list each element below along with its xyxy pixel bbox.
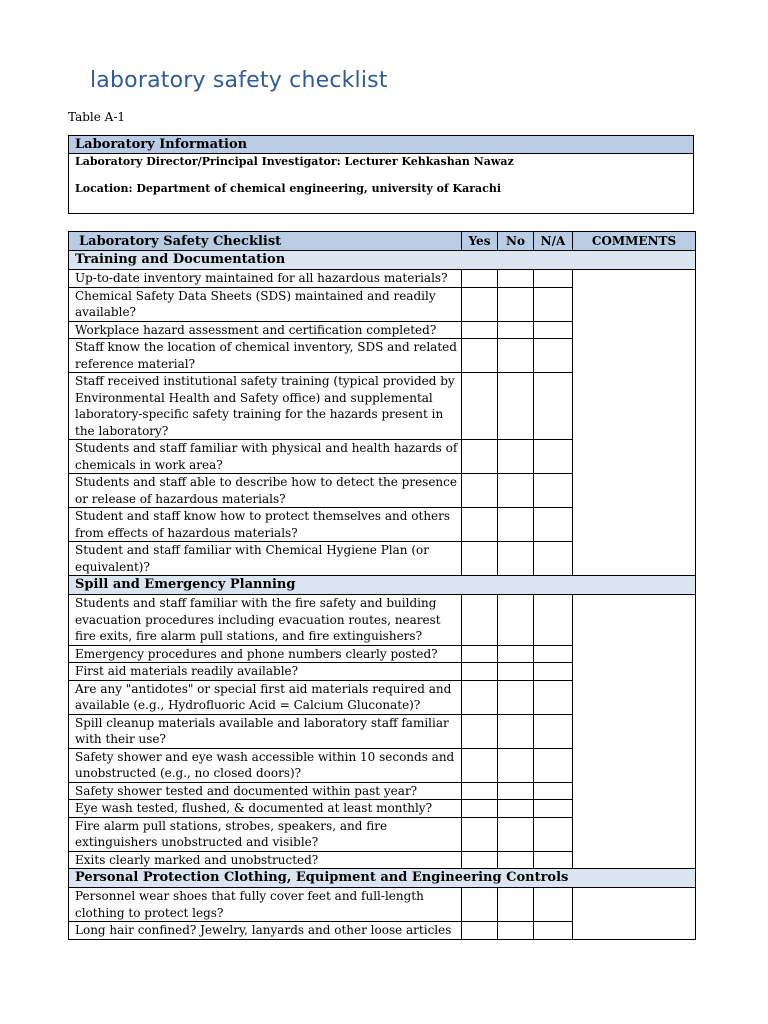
safety-checklist-table [68, 231, 696, 940]
checklist-item-text: Spill cleanup materials available and laboratory staff familiar with their use? [69, 714, 462, 748]
yes-cell[interactable] [462, 817, 498, 851]
na-cell[interactable] [534, 645, 573, 663]
yes-cell[interactable] [462, 922, 498, 940]
checklist-item-text: Workplace hazard assessment and certification completed? [69, 321, 462, 339]
na-cell[interactable] [534, 800, 573, 818]
na-cell[interactable] [534, 440, 573, 474]
laboratory-info-box [68, 135, 694, 214]
no-cell[interactable] [498, 680, 534, 714]
checklist-row [69, 888, 696, 922]
no-cell[interactable] [498, 474, 534, 508]
yes-cell[interactable] [462, 595, 498, 646]
yes-cell[interactable] [462, 663, 498, 681]
na-cell[interactable] [534, 714, 573, 748]
comments-cell[interactable] [573, 595, 696, 869]
checklist-item-text: Up-to-date inventory maintained for all hazardous materials? [69, 270, 462, 288]
no-cell[interactable] [498, 321, 534, 339]
column-comments: COMMENTS [573, 232, 696, 251]
checklist-header-row [69, 232, 696, 251]
yes-cell[interactable] [462, 373, 498, 440]
yes-cell[interactable] [462, 440, 498, 474]
checklist-item-text: Personnel wear shoes that fully cover feet and full-length clothing to protect legs? [69, 888, 462, 922]
yes-cell[interactable] [462, 542, 498, 576]
no-cell[interactable] [498, 782, 534, 800]
checklist-item-text: Staff received institutional safety training (typical provided by Environmental Health and Safety office) and supplemental laboratory-specific safety training for the hazards present in the laboratory? [69, 373, 462, 440]
na-cell[interactable] [534, 922, 573, 940]
section-row [69, 869, 696, 888]
na-cell[interactable] [534, 680, 573, 714]
yes-cell[interactable] [462, 645, 498, 663]
yes-cell[interactable] [462, 800, 498, 818]
na-cell[interactable] [534, 782, 573, 800]
yes-cell[interactable] [462, 508, 498, 542]
no-cell[interactable] [498, 817, 534, 851]
checklist-item-text: Staff know the location of chemical inventory, SDS and related reference material? [69, 339, 462, 373]
no-cell[interactable] [498, 440, 534, 474]
checklist-item-text: Student and staff know how to protect themselves and others from effects of hazardous materials? [69, 508, 462, 542]
column-yes: Yes [462, 232, 498, 251]
section-row [69, 251, 696, 270]
checklist-item-text: Safety shower tested and documented within past year? [69, 782, 462, 800]
section-row [69, 576, 696, 595]
laboratory-info-heading: Laboratory Information [69, 136, 693, 154]
table-label: Table A-1 [68, 110, 126, 124]
na-cell[interactable] [534, 287, 573, 321]
na-cell[interactable] [534, 373, 573, 440]
na-cell[interactable] [534, 888, 573, 922]
checklist-item-text: First aid materials readily available? [69, 663, 462, 681]
section-title: Training and Documentation [69, 251, 696, 270]
checklist-item-text: Fire alarm pull stations, strobes, speakers, and fire extinguishers unobstructed and visible? [69, 817, 462, 851]
na-cell[interactable] [534, 817, 573, 851]
yes-cell[interactable] [462, 474, 498, 508]
column-na: N/A [534, 232, 573, 251]
na-cell[interactable] [534, 339, 573, 373]
comments-cell[interactable] [573, 270, 696, 576]
checklist-row [69, 595, 696, 646]
na-cell[interactable] [534, 851, 573, 869]
checklist-item-text: Long hair confined? Jewelry, lanyards and other loose articles [69, 922, 462, 940]
section-title: Spill and Emergency Planning [69, 576, 696, 595]
no-cell[interactable] [498, 595, 534, 646]
section-title: Personal Protection Clothing, Equipment and Engineering Controls [69, 869, 696, 888]
na-cell[interactable] [534, 474, 573, 508]
page-title: laboratory safety checklist [90, 68, 388, 93]
yes-cell[interactable] [462, 339, 498, 373]
na-cell[interactable] [534, 542, 573, 576]
no-cell[interactable] [498, 888, 534, 922]
checklist-row [69, 270, 696, 288]
no-cell[interactable] [498, 339, 534, 373]
checklist-item-text: Safety shower and eye wash accessible within 10 seconds and unobstructed (e.g., no closed doors)? [69, 748, 462, 782]
na-cell[interactable] [534, 270, 573, 288]
na-cell[interactable] [534, 748, 573, 782]
na-cell[interactable] [534, 508, 573, 542]
yes-cell[interactable] [462, 851, 498, 869]
checklist-item-text: Students and staff able to describe how to detect the presence or release of hazardous materials? [69, 474, 462, 508]
no-cell[interactable] [498, 922, 534, 940]
yes-cell[interactable] [462, 287, 498, 321]
checklist-item-text: Students and staff familiar with the fire safety and building evacuation procedures including evacuation routes, nearest fire exits, fire alarm pull stations, and fire extinguishers? [69, 595, 462, 646]
yes-cell[interactable] [462, 680, 498, 714]
checklist-item-text: Exits clearly marked and unobstructed? [69, 851, 462, 869]
no-cell[interactable] [498, 800, 534, 818]
no-cell[interactable] [498, 645, 534, 663]
yes-cell[interactable] [462, 321, 498, 339]
no-cell[interactable] [498, 663, 534, 681]
checklist-heading: Laboratory Safety Checklist [69, 232, 462, 251]
checklist-item-text: Are any "antidotes" or special first aid materials required and available (e.g., Hydrofluoric Acid = Calcium Gluconate)? [69, 680, 462, 714]
no-cell[interactable] [498, 373, 534, 440]
no-cell[interactable] [498, 270, 534, 288]
checklist-item-text: Chemical Safety Data Sheets (SDS) maintained and readily available? [69, 287, 462, 321]
na-cell[interactable] [534, 663, 573, 681]
yes-cell[interactable] [462, 714, 498, 748]
no-cell[interactable] [498, 542, 534, 576]
director-line: Laboratory Director/Principal Investigator: Lecturer Kehkashan Nawaz [75, 155, 514, 168]
na-cell[interactable] [534, 595, 573, 646]
yes-cell[interactable] [462, 748, 498, 782]
no-cell[interactable] [498, 287, 534, 321]
no-cell[interactable] [498, 851, 534, 869]
yes-cell[interactable] [462, 888, 498, 922]
no-cell[interactable] [498, 508, 534, 542]
no-cell[interactable] [498, 714, 534, 748]
yes-cell[interactable] [462, 782, 498, 800]
checklist-item-text: Students and staff familiar with physical and health hazards of chemicals in work area? [69, 440, 462, 474]
checklist-item-text: Student and staff familiar with Chemical Hygiene Plan (or equivalent)? [69, 542, 462, 576]
comments-cell[interactable] [573, 888, 696, 940]
na-cell[interactable] [534, 321, 573, 339]
checklist-item-text: Eye wash tested, flushed, & documented at least monthly? [69, 800, 462, 818]
column-no: No [498, 232, 534, 251]
no-cell[interactable] [498, 748, 534, 782]
location-line: Location: Department of chemical engineering, university of Karachi [75, 182, 502, 195]
checklist-item-text: Emergency procedures and phone numbers clearly posted? [69, 645, 462, 663]
yes-cell[interactable] [462, 270, 498, 288]
